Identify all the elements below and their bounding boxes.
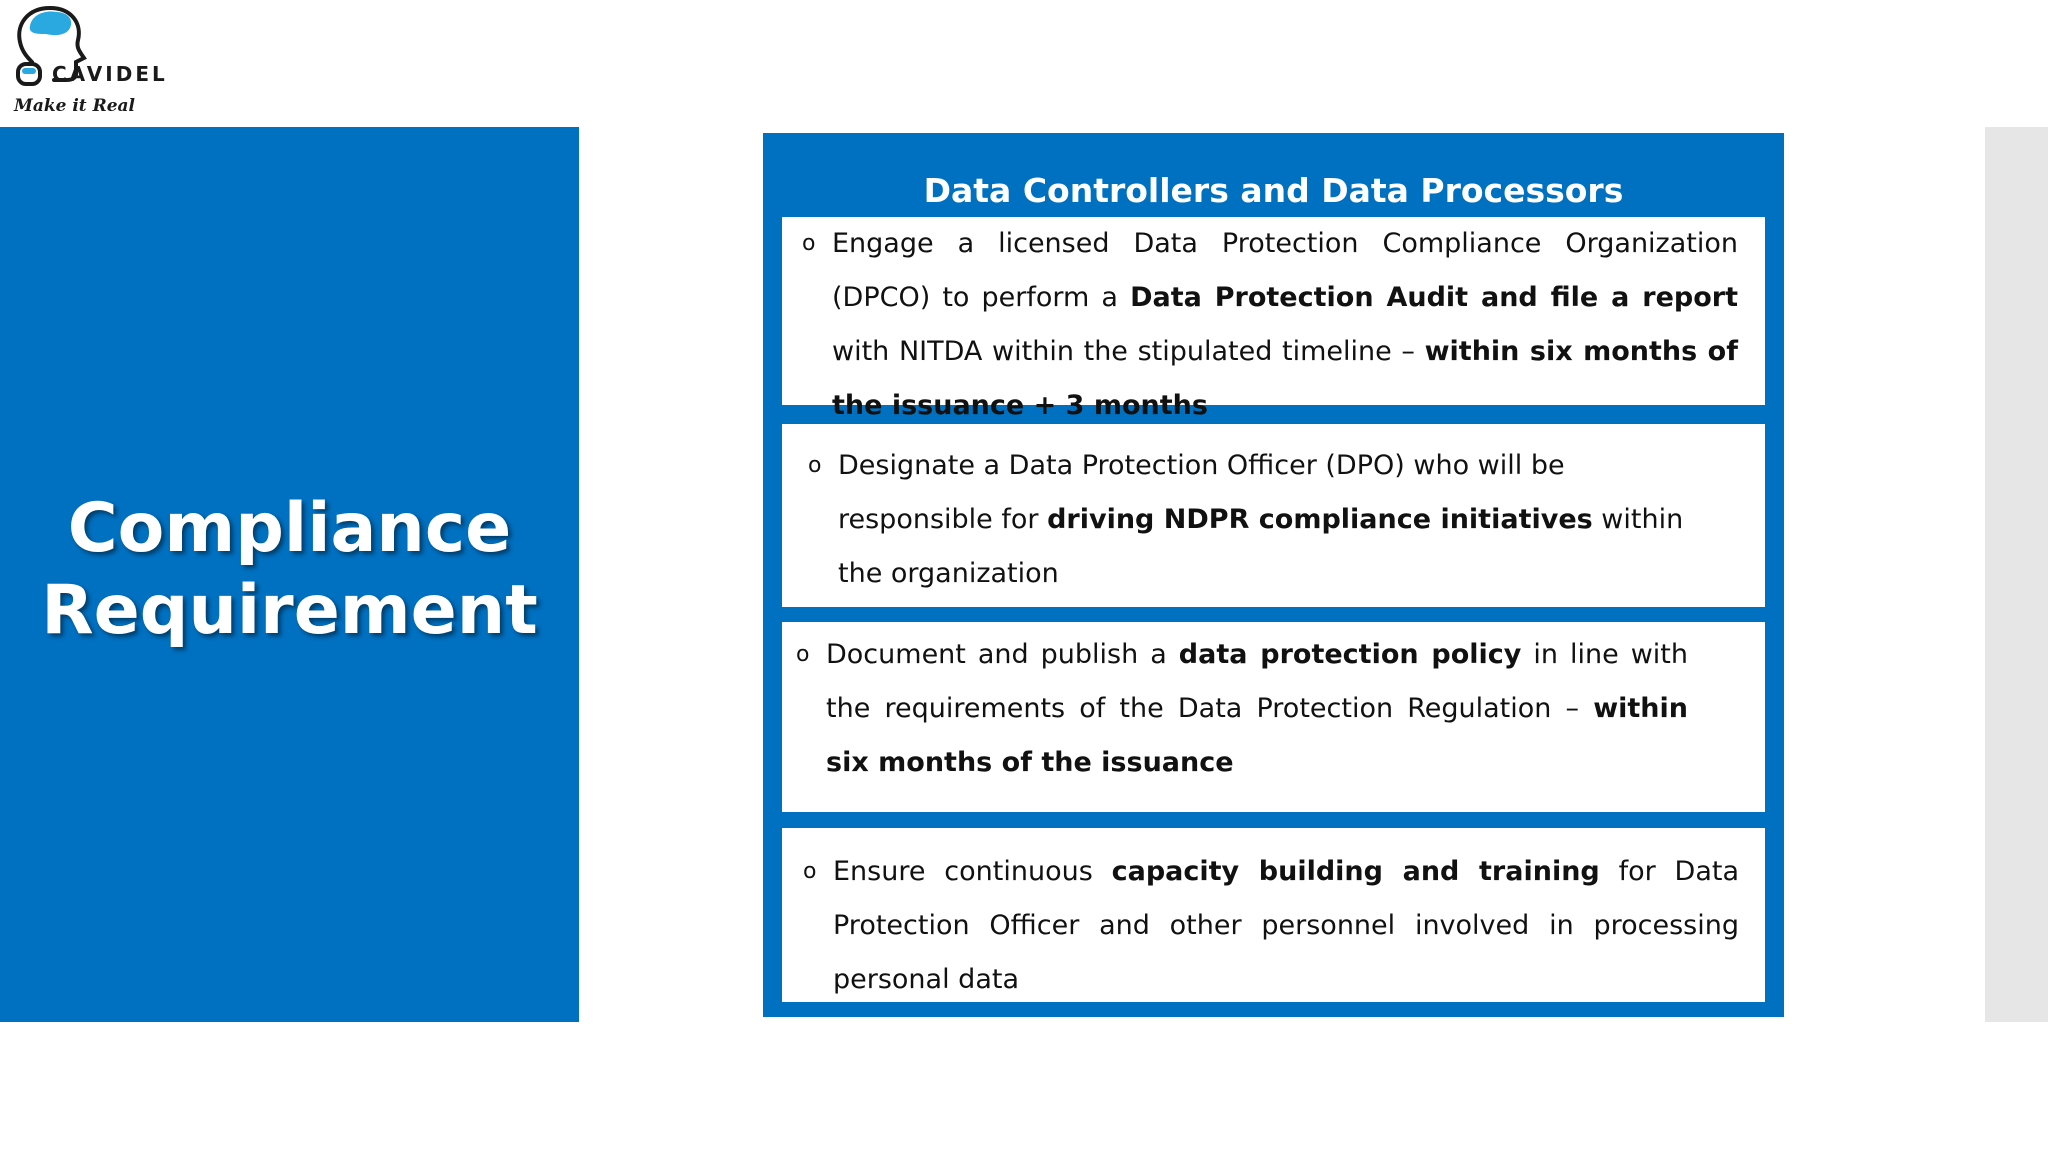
requirement-card-1 [782, 217, 1765, 421]
slide-title [0, 488, 579, 652]
slide-title-line2: Requirement [41, 571, 538, 650]
cavidel-logo [10, 2, 210, 122]
requirement-card-3 [782, 622, 1765, 812]
bullet-icon: o [808, 453, 822, 478]
logo-wordmark: CAVIDEL [52, 62, 168, 86]
bullet-icon: o [803, 859, 817, 884]
slide-title-line1: Compliance [67, 489, 512, 568]
requirements-box [763, 133, 1784, 1017]
requirement-card-4 [782, 828, 1765, 1002]
side-strip [1985, 127, 2048, 1022]
logo-tagline: Make it Real [14, 96, 135, 116]
requirement-card-2 [782, 424, 1765, 607]
bullet-icon: o [796, 642, 810, 667]
requirement-text-1: o Engage a licensed Data Protection Compliance Organization (DPCO) to perform a Data Protection Audit and file a report with NITDA within the stipulated timeline – within six months of the issuance + 3 months [832, 217, 1738, 433]
requirement-text-3: o Document and publish a data protection policy in line with the requirements of the Data Protection Regulation – within six months of the issuance [826, 628, 1688, 790]
requirement-text-2: o Designate a Data Protection Officer (DPO) who will be responsible for driving NDPR compliance initiatives within the organization [838, 439, 1718, 601]
bullet-icon: o [802, 231, 816, 256]
requirement-text-4: o Ensure continuous capacity building and training for Data Protection Officer and other personnel involved in processing personal data [833, 845, 1739, 1007]
box-header: Data Controllers and Data Processors [923, 171, 1624, 210]
